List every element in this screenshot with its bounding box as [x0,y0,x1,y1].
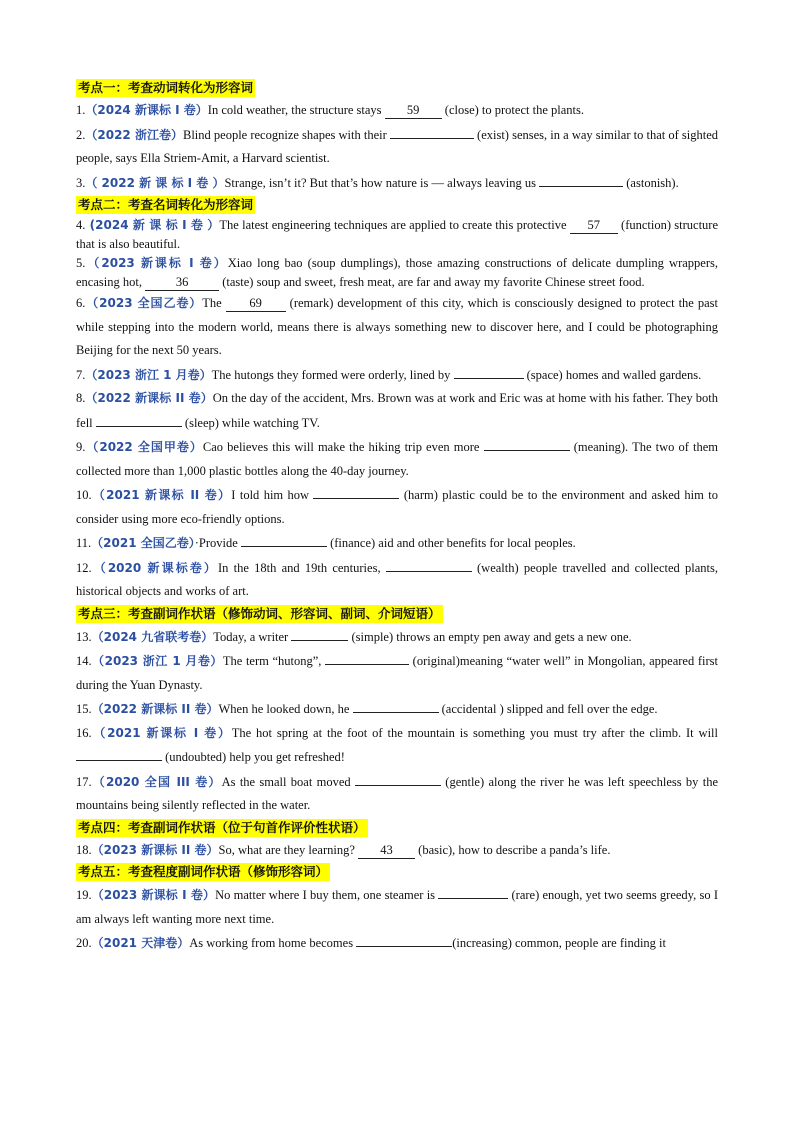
question-5: 5.（2023 新课标 I 卷）Xiao long bao (soup dumplings), those amazing constructions of delicate dumpling wrappers, encasing hot, 36 (taste) soup and sweet, fresh meat, are far and away my favorite Chinese street food. [76,256,718,289]
answer-blank[interactable]: 59 [385,103,442,119]
worksheet-content [76,78,718,956]
question-4: 4. (2024 新 课 标 I 卷 ）The latest engineering techniques are applied to create this protective 57 (function) structure that is also beautiful. [76,218,719,251]
question-16: 16.（2021 新课标 I 卷）The hot spring at the foot of the mountain is something you must try after the climb. It will (undoubted) help you get refreshed! [76,725,718,764]
question-18: 18.（2023 新课标 II 卷）So, what are they learning? 43 (basic), how to describe a panda’s life. [76,842,611,857]
answer-blank[interactable] [313,483,399,499]
question-12: 12.（2020 新课标卷）In the 18th and 19th centuries, (wealth) people travelled and collected plants, historical objects and works of art. [76,556,718,604]
section-header-5: 考点五：考查程度副词作状语（修饰形容词） [78,864,329,879]
question-13: 13.（2024 九省联考卷）Today, a writer (simple) throws an empty pen away and gets a new one. [76,625,718,650]
answer-blank[interactable] [355,770,441,786]
answer-blank[interactable] [539,171,623,187]
answer-blank[interactable]: 57 [570,218,618,234]
answer-blank[interactable] [241,531,327,547]
question-20: 20.（2021 天津卷）As working from home becomes (increasing) common, people are finding it [76,931,718,956]
answer-blank[interactable] [96,411,182,427]
question-10: 10.（2021 新课标 II 卷）I told him how (harm) plastic could be to the environment and asked him to consider using more eco-friendly options. [76,483,718,531]
answer-blank[interactable] [291,625,348,641]
question-9: 9.（2022 全国甲卷）Cao believes this will make the hiking trip even more (meaning). The two of them collected more than 1,000 plastic bottles along the 40-day journey. [76,435,718,483]
question-15: 15.（2022 新课标 II 卷）When he looked down, he (accidental ) slipped and fell over the edge. [76,697,718,722]
answer-blank[interactable] [438,883,508,899]
question-8: 8.（2022 新课标 II 卷）On the day of the accident, Mrs. Brown was at work and Eric was at home with his father. They both fell (sleep) while watching TV. [76,391,718,430]
question-11: 11.（2021 全国乙卷）·Provide (finance) aid and other benefits for local peoples. [76,531,718,556]
answer-blank[interactable] [390,123,474,139]
answer-blank[interactable] [454,363,524,379]
section-header-3: 考点三：考查副词作状语（修饰动词、形容词、副词、介词短语） [78,605,441,621]
question-6: 6.（2023 全国乙卷）The 69 (remark) development of this city, which is consciously designed to protect the past while stepping into the modern world, means there is always something new to discover here, and I could be photographing Beijing for the next 50 years. [76,296,719,357]
question-14: 14.（2023 浙江 1 月卷）The term “hutong”, (original)meaning “water well” in Mongolian, appeared first during the Yuan Dynasty. [76,649,718,697]
question-1: 1.（2024 新课标 I 卷）In cold weather, the structure stays 59 (close) to protect the plants. [76,103,584,117]
answer-blank[interactable] [356,931,452,947]
question-3: 3.（ 2022 新 课 标 I 卷 ）Strange, isn’t it? But that’s how nature is — always leaving us (astonish). [76,171,718,196]
question-2: 2.（2022 浙江卷）Blind people recognize shapes with their (exist) senses, in a way similar to that of sighted people, says Ella Striem-Amit, a Harvard scientist. [76,123,718,171]
question-17: 17.（2020 全国 III 卷）As the small boat moved (gentle) along the river he was left speechless by the mountains being silently reflected in the water. [76,770,718,818]
section-header-1: 考点一：考查动词转化为形容词 [78,80,254,95]
section-header-4: 考点四：考查副词作状语（位于句首作评价性状语） [78,819,366,835]
question-19: 19.（2023 新课标 I 卷）No matter where I buy them, one steamer is (rare) enough, yet two seems greedy, so I am always left wanting more next time. [76,883,718,931]
section-header-2: 考点二：考查名词转化为形容词 [78,197,254,212]
answer-blank[interactable] [386,556,472,572]
answer-blank[interactable] [325,649,409,665]
answer-blank[interactable]: 36 [145,275,219,291]
answer-blank[interactable]: 43 [358,843,415,859]
answer-blank[interactable]: 69 [226,296,286,312]
answer-blank[interactable] [76,745,162,761]
answer-blank[interactable] [353,697,439,713]
question-7: 7.（2023 浙江 1 月卷）The hutongs they formed were orderly, lined by (space) homes and walled gardens. [76,363,718,388]
answer-blank[interactable] [484,435,570,451]
